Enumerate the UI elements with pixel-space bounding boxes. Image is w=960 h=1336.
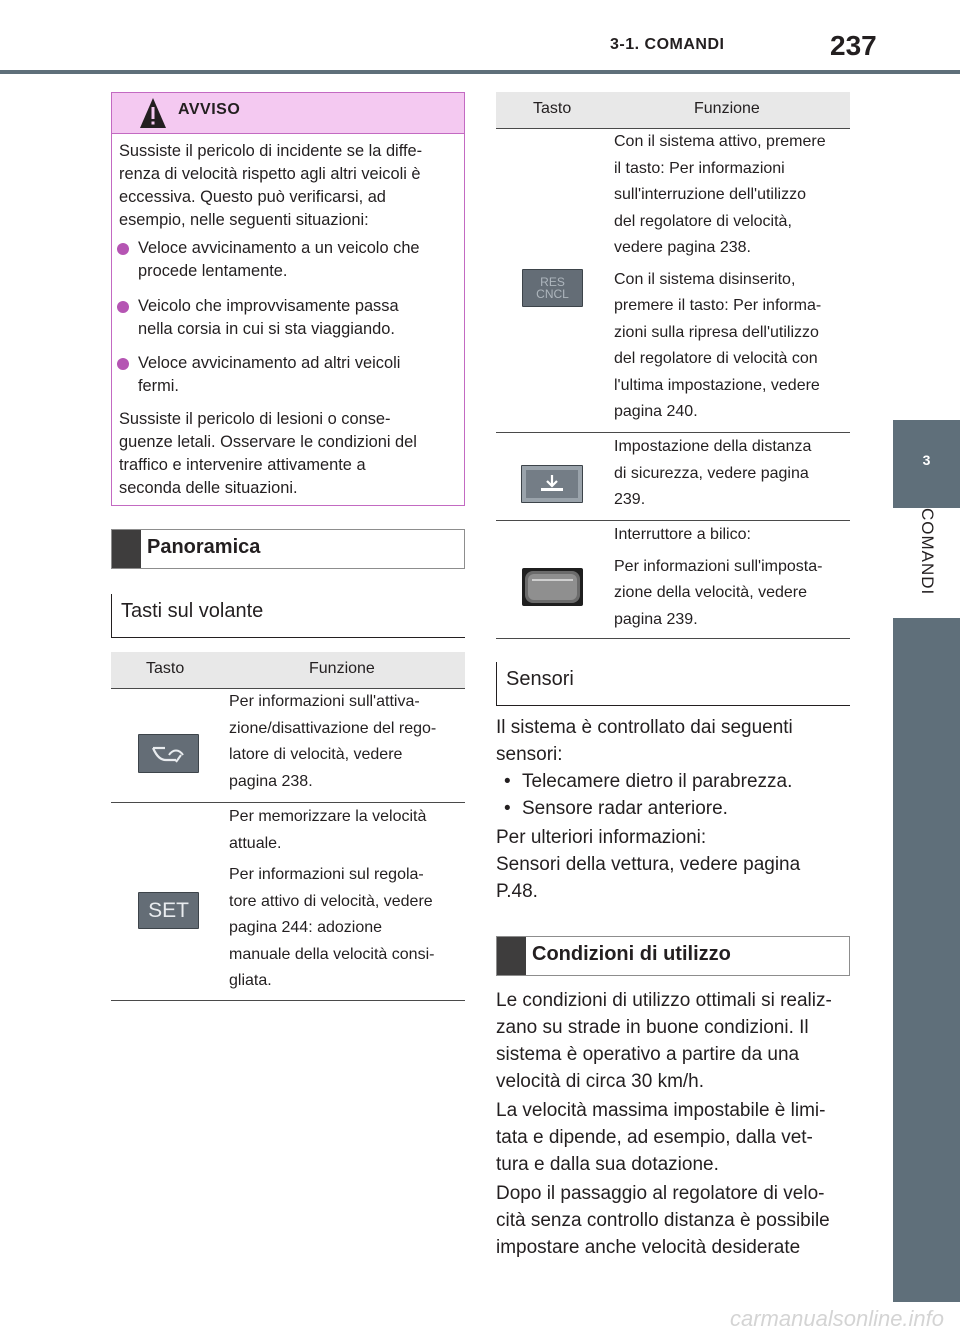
text-line: Sensori della vettura, vedere pagina (496, 854, 801, 875)
column-header-key: Tasto (533, 100, 572, 117)
text-line: zione della velocità, vedere (614, 584, 808, 601)
list-item: • Telecamere dietro il parabrezza. (504, 771, 793, 792)
text-line: eccessiva. Questo può verificarsi, ad (119, 188, 386, 206)
table-cell (614, 522, 822, 633)
text-line: attuale. (229, 834, 282, 852)
text-line: il tasto: Per informazioni (614, 159, 785, 177)
text-line: premere il tasto: Per informa- (614, 297, 822, 314)
text-line: Per informazioni sul regola- (229, 866, 424, 883)
text-line: esempio, nelle seguenti situazioni: (119, 211, 369, 229)
heading-bar (112, 530, 141, 568)
page-number: 237 (830, 30, 877, 61)
text-line: traffico e intervenire attivamente a (119, 456, 366, 474)
subheading-tasti (111, 594, 465, 638)
text-line: Per informazioni sull'attiva- (229, 693, 420, 710)
text-line: l'ultima impostazione, vedere (614, 376, 820, 394)
text-line: gliata. (229, 972, 272, 989)
text-line: latore di velocità, vedere (229, 746, 403, 763)
section-title: 3-1. COMANDI (610, 36, 725, 53)
rocker-switch-icon (522, 568, 583, 606)
text-line: Sussiste il pericolo di lesioni o conse- (119, 410, 391, 428)
chapter-tab-bar (893, 500, 960, 1302)
text-line: pagina 244: adozione (229, 919, 383, 936)
text-line: di sicurezza, vedere pagina (614, 464, 809, 482)
heading-text: Condizioni di utilizzo (532, 943, 731, 965)
warning-bullet (113, 295, 399, 341)
text-line: pagina 240. (614, 403, 698, 420)
table-rule (496, 520, 850, 521)
text-line: tata e dipende, ad esempio, dalla vet- (496, 1127, 813, 1148)
heading-text: Panoramica (147, 536, 261, 558)
table-cell (614, 434, 811, 514)
text-line: pagina 239. (614, 610, 698, 628)
text-line: guenze letali. Osservare le condizioni del (119, 433, 417, 451)
text-line: del regolatore di velocità, (614, 212, 792, 230)
header-rule (0, 70, 960, 74)
bullet-dot-icon (117, 243, 129, 255)
text-line: Per ulteriori informazioni: (496, 827, 707, 848)
text-line: pagina 238. (229, 772, 313, 790)
warning-intro (119, 140, 422, 232)
text-line: La velocità massima impostabile è limi- (496, 1100, 826, 1121)
text-line: tore attivo di velocità, vedere (229, 892, 433, 910)
text-line: Con il sistema disinserito, (614, 270, 796, 288)
text-line: sistema è operativo a partire da una (496, 1044, 800, 1065)
column-header-key: Tasto (146, 660, 185, 677)
text-line: Per memorizzare la velocità (229, 808, 427, 825)
condizioni-paragraph (496, 987, 832, 1095)
text-line: Veicolo che improvvisamente passa (138, 297, 399, 315)
chapter-tab-number[interactable]: 3 (893, 420, 960, 500)
text-line: fermi. (138, 377, 179, 395)
text-line: Sussiste il pericolo di incidente se la diffe- (119, 142, 423, 160)
text-line: Dopo il passaggio al regolatore di velo- (496, 1183, 825, 1204)
warning-title: AVVISO (178, 101, 241, 118)
text-line: del regolatore di velocità con (614, 350, 818, 367)
text-line: vedere pagina 238. (614, 239, 751, 256)
table-cell (614, 129, 826, 426)
text-line: zioni sulla ripresa dell'utilizzo (614, 323, 819, 341)
text-line: Impostazione della distanza (614, 438, 812, 455)
distance-icon (522, 466, 582, 502)
warning-bullet (113, 237, 420, 283)
text-line: Veloce avvicinamento ad altri veicoli (138, 354, 401, 372)
button-label-res: RES (540, 275, 565, 289)
text-line: P.48. (496, 881, 538, 902)
button-label-cncl: CNCL (536, 287, 569, 301)
text-line: sull'interruzione dell'utilizzo (614, 186, 806, 203)
chapter-label-text: COMANDI (917, 508, 937, 596)
list-item-text: Telecamere dietro il parabrezza. (522, 771, 793, 792)
list-item-text: Sensore radar anteriore. (522, 798, 728, 819)
text-line: zano su strade in buone condizioni. Il (496, 1017, 809, 1038)
text-line: velocità di circa 30 km/h. (496, 1071, 705, 1092)
res-cncl-button (522, 269, 583, 307)
bullet-dot-icon (117, 358, 129, 370)
text-line: seconda delle situazioni. (119, 479, 298, 497)
text-line: cità senza controllo distanza è possibile (496, 1210, 830, 1231)
text-line: Le condizioni di utilizzo ottimali si realiz- (496, 990, 832, 1011)
text-line: Veloce avvicinamento a un veicolo che (138, 239, 420, 257)
column-header-function: Funzione (694, 100, 760, 117)
bullet-dot-icon (117, 301, 129, 313)
warning-outro (119, 408, 417, 500)
subheading-text: Tasti sul volante (121, 600, 264, 622)
text-line: manuale della velocità consi- (229, 945, 435, 963)
table-cell (229, 689, 436, 795)
text-line: impostare anche velocità desiderate (496, 1237, 801, 1258)
text-line: 239. (614, 491, 646, 508)
sensori-paragraph (496, 824, 800, 905)
list-item: • Sensore radar anteriore. (504, 798, 728, 819)
section-heading-panoramica (111, 529, 465, 569)
subheading-sensori (496, 662, 850, 706)
sensori-list (496, 768, 792, 822)
text-line: Con il sistema attivo, premere (614, 133, 826, 150)
condizioni-paragraph (496, 1180, 830, 1261)
warning-bullet (113, 352, 400, 398)
text-line: sensori: (496, 744, 563, 765)
table-header (111, 652, 465, 689)
table-rule (111, 1000, 465, 1001)
text-line: renza di velocità rispetto agli altri veicoli è (119, 165, 421, 183)
sensori-paragraph (496, 714, 793, 768)
text-line: tura e dalla sua dotazione. (496, 1154, 719, 1175)
subheading-text: Sensori (506, 668, 574, 690)
chapter-tab-label (893, 508, 960, 618)
table-cell (229, 804, 434, 995)
text-line: Il sistema è controllato dai seguenti (496, 717, 793, 738)
distance-button (521, 465, 583, 503)
speed-limiter-icon (139, 735, 198, 772)
table-rule (496, 638, 850, 639)
section-heading-condizioni (496, 936, 850, 976)
text-line: Per informazioni sull'imposta- (614, 557, 823, 575)
text-line: Interruttore a bilico: (614, 526, 751, 543)
text-line: nella corsia in cui si sta viaggiando. (138, 320, 395, 338)
column-header-function: Funzione (309, 660, 375, 677)
table-rule (111, 802, 465, 803)
table-header (496, 92, 850, 129)
table-rule (496, 432, 850, 433)
condizioni-paragraph (496, 1097, 825, 1178)
heading-bar (497, 937, 526, 975)
watermark: carmanualsonline.info (730, 1306, 945, 1331)
text-line: zione/disattivazione del rego- (229, 719, 437, 737)
text-line: procede lentamente. (138, 262, 288, 280)
speed-limiter-button (138, 734, 199, 773)
set-button: SET (138, 892, 199, 929)
rocker-switch-button (522, 568, 583, 606)
warning-triangle-icon (139, 96, 167, 130)
